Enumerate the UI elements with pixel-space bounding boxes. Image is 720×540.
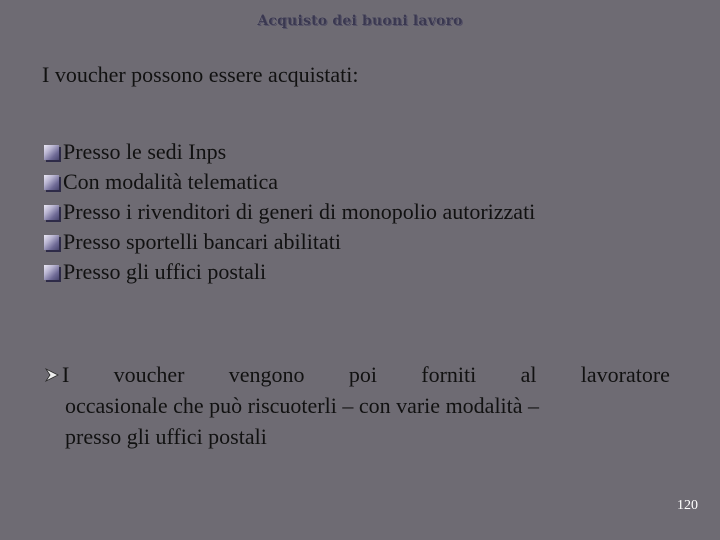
paragraph-line: occasionale che può riscuoterli – con varie modalità – <box>65 393 540 418</box>
paragraph-word: lavoratore <box>580 362 670 387</box>
arrow-bullet-icon <box>44 368 60 382</box>
list-item <box>44 197 535 227</box>
page-number: 120 <box>677 498 698 513</box>
square-bullet-icon <box>44 175 59 190</box>
paragraph-word: voucher <box>113 362 185 387</box>
list-item-label: Presso i rivenditori di generi di monopolio autorizzati <box>63 199 536 224</box>
square-bullet-icon <box>44 265 59 280</box>
intro-text: I voucher possono essere acquistati: <box>42 62 359 87</box>
list-item-label: Presso le sedi Inps <box>63 139 227 164</box>
paragraph-line: presso gli uffici postali <box>65 424 267 449</box>
list-item-label: Presso sportelli bancari abilitati <box>63 229 341 254</box>
bullet-list <box>44 137 535 287</box>
list-item <box>44 137 535 167</box>
square-bullet-icon <box>44 235 59 250</box>
paragraph-word: vengono <box>228 362 305 387</box>
list-item <box>44 167 535 197</box>
paragraph-lead <box>44 359 69 390</box>
list-item <box>44 257 535 287</box>
paragraph-word: forniti <box>421 362 477 387</box>
paragraph-word: I <box>62 362 70 387</box>
paragraph-first-line <box>44 359 670 390</box>
list-item-label: Presso gli uffici postali <box>63 259 267 284</box>
list-item-label: Con modalità telematica <box>63 169 279 194</box>
square-bullet-icon <box>44 205 59 220</box>
slide-title: Acquisto dei buoni lavoro <box>257 13 463 29</box>
info-paragraph <box>44 359 670 452</box>
square-bullet-icon <box>44 145 59 160</box>
paragraph-word: al <box>520 362 537 387</box>
list-item <box>44 227 535 257</box>
paragraph-word: poi <box>348 362 377 387</box>
